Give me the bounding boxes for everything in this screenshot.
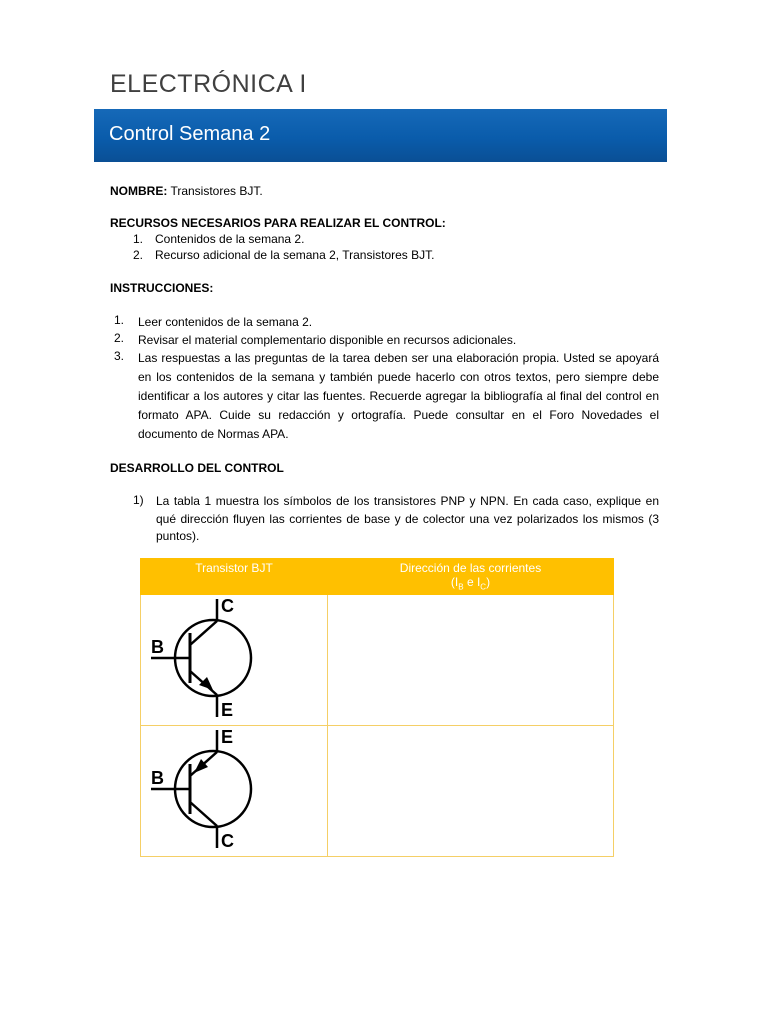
list-item-text: Las respuestas a las preguntas de la tarea deben ser una elaboración propia. Usted se apoyará en los contenidos de la semana y también puede hacerlo con otros textos, pero siempre debe identificar a los autores y citar las fuentes. Recuerde agregar la bibliografía al final del control en formato APA. Cuide su redacción y ortografía. Puede consultar en el Foro Novedades el documento de Normas APA. (138, 351, 659, 441)
list-item-number: 3. (114, 349, 125, 363)
course-title: ELECTRÓNICA I (110, 70, 307, 98)
list-item (114, 313, 659, 332)
collector-label: C (221, 596, 234, 617)
transistor-symbol-cell (141, 595, 328, 726)
list-item-number: 1. (114, 313, 125, 327)
transistor-symbol-cell (141, 726, 328, 857)
recursos-list (133, 231, 434, 263)
list-item-text: Leer contenidos de la semana 2. (138, 315, 313, 329)
question-item (133, 493, 659, 546)
question-number: 1) (133, 493, 144, 507)
answer-cell[interactable] (328, 726, 614, 857)
list-item-number: 1. (133, 232, 144, 246)
banner-title: Control Semana 2 (109, 123, 271, 145)
header-direction-label: Dirección de las corrientes (399, 561, 542, 575)
nombre-label: NOMBRE: (110, 184, 168, 198)
list-item (114, 331, 659, 350)
table-header-transistor: Transistor BJT (141, 559, 328, 595)
pnp-transistor-icon (141, 726, 327, 851)
desarrollo-heading: DESARROLLO DEL CONTROL (110, 461, 284, 475)
base-label: B (151, 637, 164, 658)
header-currents-label: ($I_B$ e $I_C$) (450, 575, 491, 592)
instrucciones-heading: INSTRUCCIONES: (110, 281, 214, 295)
emitter-label: E (221, 700, 234, 721)
table-header-direction (328, 559, 614, 595)
list-item (133, 247, 434, 263)
recursos-heading: RECURSOS NECESARIOS PARA REALIZAR EL CONTROL: (110, 216, 446, 230)
collector-label: C (221, 831, 234, 852)
table-row (141, 595, 614, 726)
base-label: B (151, 768, 164, 789)
answer-cell[interactable] (328, 595, 614, 726)
table-row (141, 726, 614, 857)
list-item-number: 2. (133, 248, 144, 262)
npn-transistor-icon (141, 595, 327, 720)
transistor-table (140, 558, 614, 857)
emitter-label: E (221, 727, 234, 748)
nombre-value: Transistores BJT. (170, 184, 263, 198)
list-item-text: Recurso adicional de la semana 2, Transistores BJT. (155, 248, 435, 262)
list-item (133, 231, 434, 247)
table-header-row (141, 559, 614, 595)
list-item-text: Contenidos de la semana 2. (155, 232, 305, 246)
question-text: La tabla 1 muestra los símbolos de los transistores PNP y NPN. En cada caso, explique en qué dirección fluyen las corrientes de base y de colector una vez polarizados los mismos (3 puntos). (156, 494, 659, 543)
list-item-number: 2. (114, 331, 125, 345)
title-banner (94, 109, 667, 162)
nombre-line (110, 183, 263, 199)
list-item (114, 349, 659, 444)
list-item-text: Revisar el material complementario disponible en recursos adicionales. (138, 333, 517, 347)
